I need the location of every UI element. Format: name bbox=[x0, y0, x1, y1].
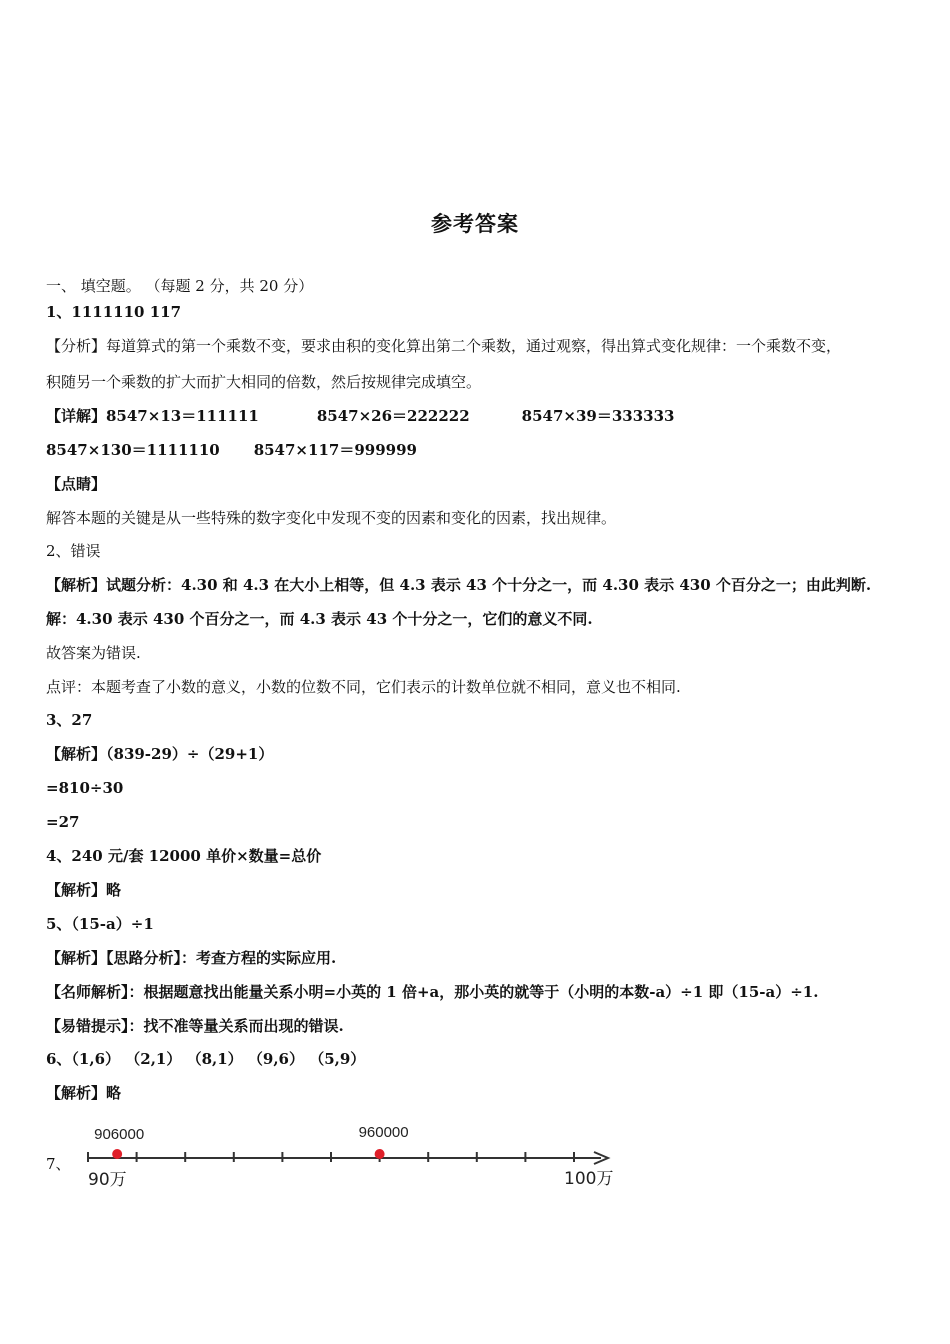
point-960000-label: 960000 bbox=[358, 1124, 409, 1141]
page-title: 参考答案 bbox=[431, 211, 519, 236]
start-label: 90万 bbox=[88, 1170, 127, 1190]
end-label: 100万 bbox=[564, 1169, 614, 1189]
q5-mistake: 【易错提示】：找不准等量关系而出现的错误. bbox=[46, 1017, 344, 1035]
q1-analysis-line2: 积随另一个乘数的扩大而扩大相同的倍数，然后按规律完成填空。 bbox=[46, 373, 482, 391]
q4-answer: 4、240 元/套 12000 单价×数量=总价 bbox=[46, 847, 322, 865]
point-906000-label: 906000 bbox=[94, 1126, 145, 1143]
q1-detail-e: 8547×117＝999999 bbox=[253, 441, 417, 459]
q1-detail-d: 8547×130＝1111110 bbox=[46, 441, 220, 459]
q7-label: 7、 bbox=[46, 1155, 71, 1173]
q2-answer: 2、错误 bbox=[46, 542, 101, 560]
q4-analysis: 【解析】略 bbox=[46, 881, 122, 899]
q3-step3: =27 bbox=[46, 813, 80, 831]
q1-detail-b: 8547×26＝222222 bbox=[316, 407, 470, 425]
q2-solution: 解：4.30 表示 430 个百分之一，而 4.3 表示 43 个十分之一，它们的意义不同. bbox=[46, 610, 593, 628]
q1-detail-c: 8547×39＝333333 bbox=[521, 407, 675, 425]
q1-tip-label: 【点睛】 bbox=[46, 475, 107, 493]
q5-answer: 5、（15-a）÷1 bbox=[46, 915, 154, 933]
point-906000-marker bbox=[112, 1149, 122, 1159]
q2-conclusion: 故答案为错误. bbox=[46, 644, 141, 662]
q6-answer: 6、（1,6） （2,1） （8,1） （9,6） （5,9） bbox=[46, 1050, 366, 1068]
q3-answer: 3、27 bbox=[46, 711, 93, 729]
section-heading: 一、 填空题。 （每题 2 分，共 20 分） bbox=[46, 277, 314, 295]
q3-step1: 【解析】（839-29）÷（29+1） bbox=[46, 745, 274, 763]
q3-step2: =810÷30 bbox=[46, 779, 124, 797]
number-line bbox=[46, 1116, 646, 1196]
q1-analysis-line1: 【分析】每道算式的第一个乘数不变，要求由积的变化算出第二个乘数，通过观察，得出算式变化规律：一个乘数不变， bbox=[46, 337, 842, 355]
q6-analysis: 【解析】略 bbox=[46, 1084, 122, 1102]
point-960000-marker bbox=[375, 1149, 385, 1159]
q1-detail-line1 bbox=[46, 406, 674, 426]
q1-answer: 1、1111110 117 bbox=[46, 303, 182, 321]
q5-teacher: 【名师解析】：根据题意找出能量关系小明=小英的 1 倍+a，那小英的就等于（小明的本数-a）÷1 即（15-a）÷1. bbox=[46, 983, 819, 1001]
q2-comment: 点评：本题考查了小数的意义，小数的位数不同，它们表示的计数单位就不相同，意义也不相同. bbox=[46, 678, 681, 696]
q2-analysis: 【解析】试题分析：4.30 和 4.3 在大小上相等，但 4.3 表示 43 个十分之一，而 4.30 表示 430 个百分之一；由此判断. bbox=[46, 576, 872, 594]
q5-analysis: 【解析】【思路分析】：考查方程的实际应用. bbox=[46, 949, 337, 967]
q1-detail-line2 bbox=[46, 440, 417, 460]
q1-tip: 解答本题的关键是从一些特殊的数字变化中发现不变的因素和变化的因素，找出规律。 bbox=[46, 509, 617, 527]
q1-detail-a: 【详解】8547×13＝111111 bbox=[46, 407, 259, 425]
